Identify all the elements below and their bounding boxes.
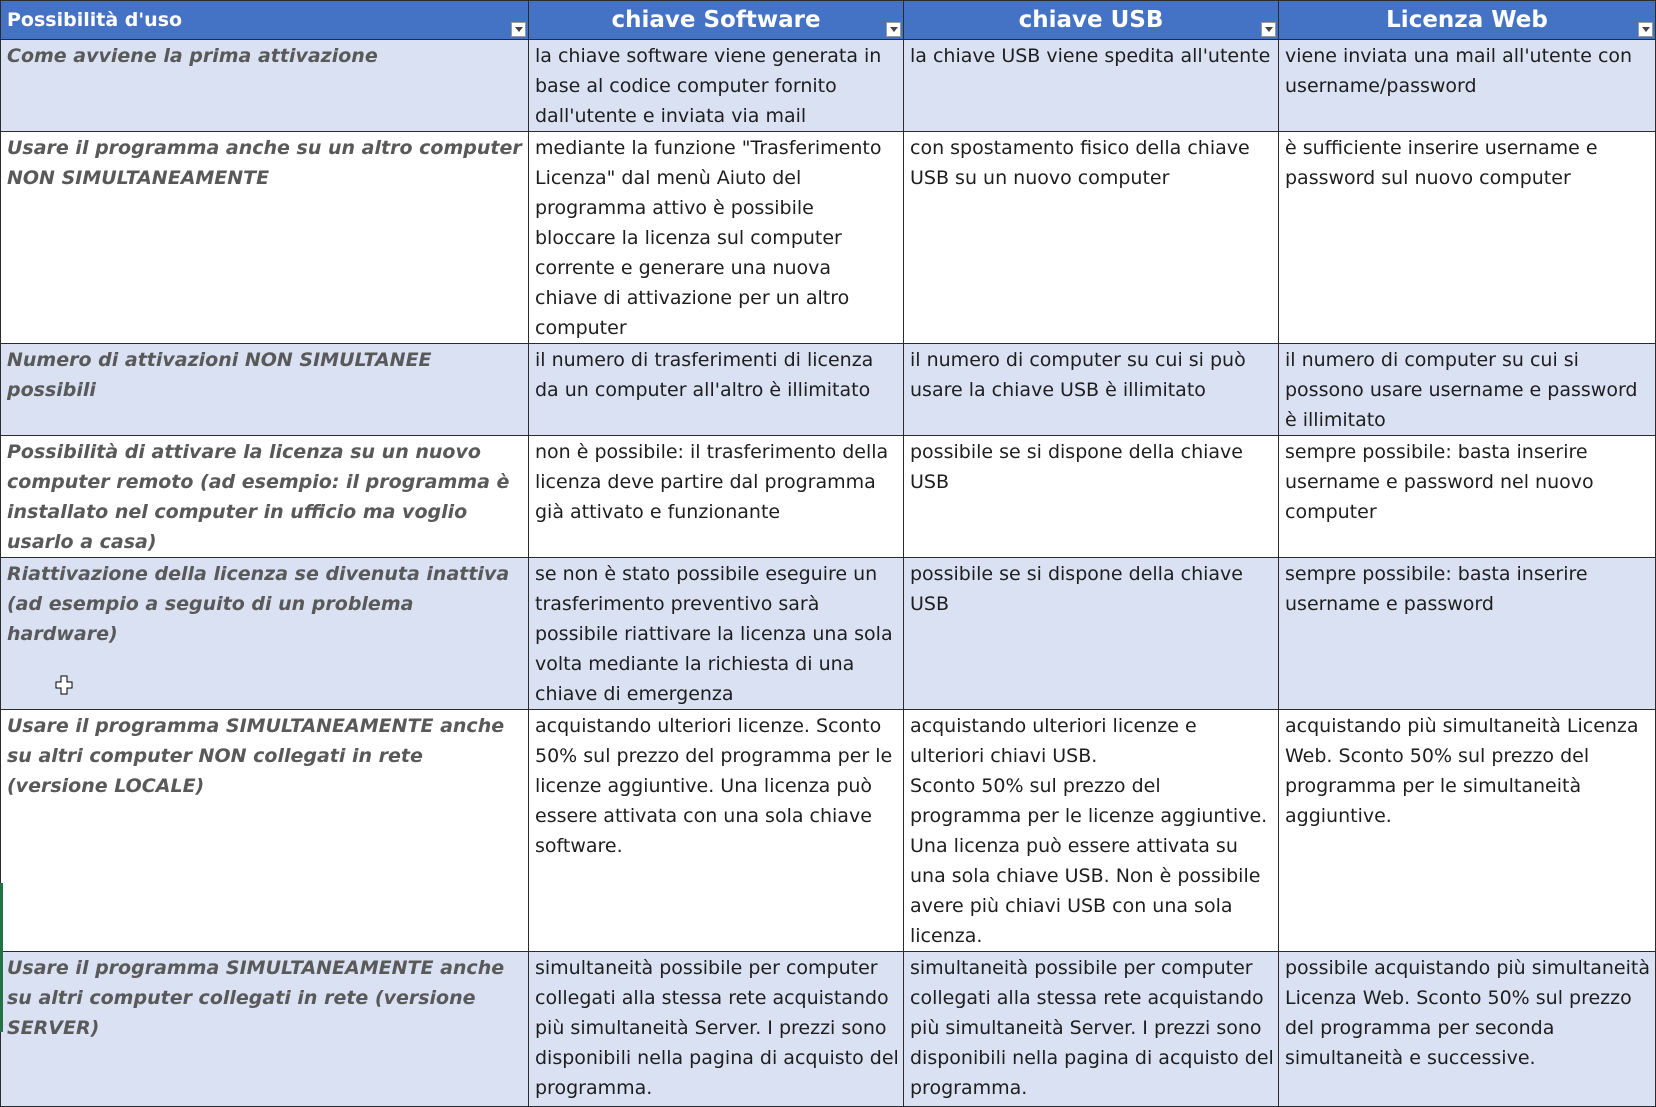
table-row — [1, 132, 1656, 344]
header-cell-software-key[interactable] — [529, 1, 904, 40]
web-license-cell[interactable]: il numero di computer su cui si possono usare username e password è illimitato — [1279, 344, 1656, 436]
web-license-cell[interactable]: è sufficiente inserire username e password sul nuovo computer — [1279, 132, 1656, 344]
header-cell-usb-key[interactable] — [904, 1, 1279, 40]
web-license-cell[interactable]: viene inviata una mail all'utente con username/password — [1279, 40, 1656, 132]
table-row — [1, 436, 1656, 558]
row-label-cell[interactable]: Riattivazione della licenza se divenuta inattiva (ad esempio a seguito di un problema hardware) — [1, 558, 529, 710]
header-cell-usage[interactable] — [1, 1, 529, 40]
web-license-cell[interactable]: acquistando più simultaneità Licenza Web. Sconto 50% sul prezzo del programma per le simultaneità aggiuntive. — [1279, 710, 1656, 952]
row-label-cell[interactable]: Usare il programma SIMULTANEAMENTE anche su altri computer NON collegati in rete (versione LOCALE) — [1, 710, 529, 952]
usb-key-cell[interactable]: simultaneità possibile per computer collegati alla stessa rete acquistando più simultaneità Server. I prezzi sono disponibili nella pagina di acquisto del programma. — [904, 952, 1279, 1107]
header-label: chiave Software — [611, 7, 821, 33]
row-label-cell[interactable]: Possibilità di attivare la licenza su un nuovo computer remoto (ad esempio: il programma è installato nel computer in ufficio ma voglio usarlo a casa) — [1, 436, 529, 558]
software-key-cell[interactable]: non è possibile: il trasferimento della licenza deve partire dal programma già attivato e funzionante — [529, 436, 904, 558]
web-license-cell[interactable]: possibile acquistando più simultaneità Licenza Web. Sconto 50% sul prezzo del programma per seconda simultaneità e successive. — [1279, 952, 1656, 1107]
usb-key-cell[interactable]: acquistando ulteriori licenze e ulteriori chiavi USB. Sconto 50% sul prezzo del programma per le licenze aggiuntive. Una licenza può essere attivata su una sola chiave USB. Non è possibile avere più chiavi USB con una sola licenza. — [904, 710, 1279, 952]
filter-dropdown-icon[interactable] — [886, 22, 901, 37]
table-row — [1, 952, 1656, 1107]
table-row — [1, 344, 1656, 436]
row-label-cell[interactable]: Come avviene la prima attivazione — [1, 40, 529, 132]
table-row — [1, 710, 1656, 952]
row-label-cell[interactable]: Numero di attivazioni NON SIMULTANEE possibili — [1, 344, 529, 436]
active-cell-edge — [0, 883, 3, 1032]
usb-key-cell[interactable]: possibile se si dispone della chiave USB — [904, 436, 1279, 558]
row-label-cell[interactable]: Usare il programma SIMULTANEAMENTE anche su altri computer collegati in rete (versione SERVER) — [1, 952, 529, 1107]
filter-dropdown-icon[interactable] — [1261, 22, 1276, 37]
software-key-cell[interactable]: mediante la funzione "Trasferimento Licenza" dal menù Aiuto del programma attivo è possibile bloccare la licenza sul computer corrente e generare una nuova chiave di attivazione per un altro computer — [529, 132, 904, 344]
software-key-cell[interactable]: la chiave software viene generata in base al codice computer fornito dall'utente e inviata via mail — [529, 40, 904, 132]
software-key-cell[interactable]: acquistando ulteriori licenze. Sconto 50% sul prezzo del programma per le licenze aggiuntive. Una licenza può essere attivata con una sola chiave software. — [529, 710, 904, 952]
table-row — [1, 40, 1656, 132]
software-key-cell[interactable]: il numero di trasferimenti di licenza da un computer all'altro è illimitato — [529, 344, 904, 436]
table-row — [1, 558, 1656, 710]
filter-dropdown-icon[interactable] — [1638, 22, 1653, 37]
usb-key-cell[interactable]: la chiave USB viene spedita all'utente — [904, 40, 1279, 132]
header-cell-web-license[interactable] — [1279, 1, 1656, 40]
row-label-cell[interactable]: Usare il programma anche su un altro computer NON SIMULTANEAMENTE — [1, 132, 529, 344]
filter-dropdown-icon[interactable] — [511, 22, 526, 37]
software-key-cell[interactable]: simultaneità possibile per computer collegati alla stessa rete acquistando più simultaneità Server. I prezzi sono disponibili nella pagina di acquisto del programma. — [529, 952, 904, 1107]
usb-key-cell[interactable]: possibile se si dispone della chiave USB — [904, 558, 1279, 710]
header-label: Possibilità d'uso — [7, 9, 183, 31]
header-row — [1, 1, 1656, 40]
usb-key-cell[interactable]: il numero di computer su cui si può usare la chiave USB è illimitato — [904, 344, 1279, 436]
usb-key-cell[interactable]: con spostamento fisico della chiave USB su un nuovo computer — [904, 132, 1279, 344]
software-key-cell[interactable]: se non è stato possibile eseguire un trasferimento preventivo sarà possibile riattivare la licenza una sola volta mediante la richiesta di una chiave di emergenza — [529, 558, 904, 710]
header-label: chiave USB — [1018, 7, 1164, 33]
web-license-cell[interactable]: sempre possibile: basta inserire username e password — [1279, 558, 1656, 710]
web-license-cell[interactable]: sempre possibile: basta inserire username e password nel nuovo computer — [1279, 436, 1656, 558]
header-label: Licenza Web — [1386, 7, 1548, 33]
